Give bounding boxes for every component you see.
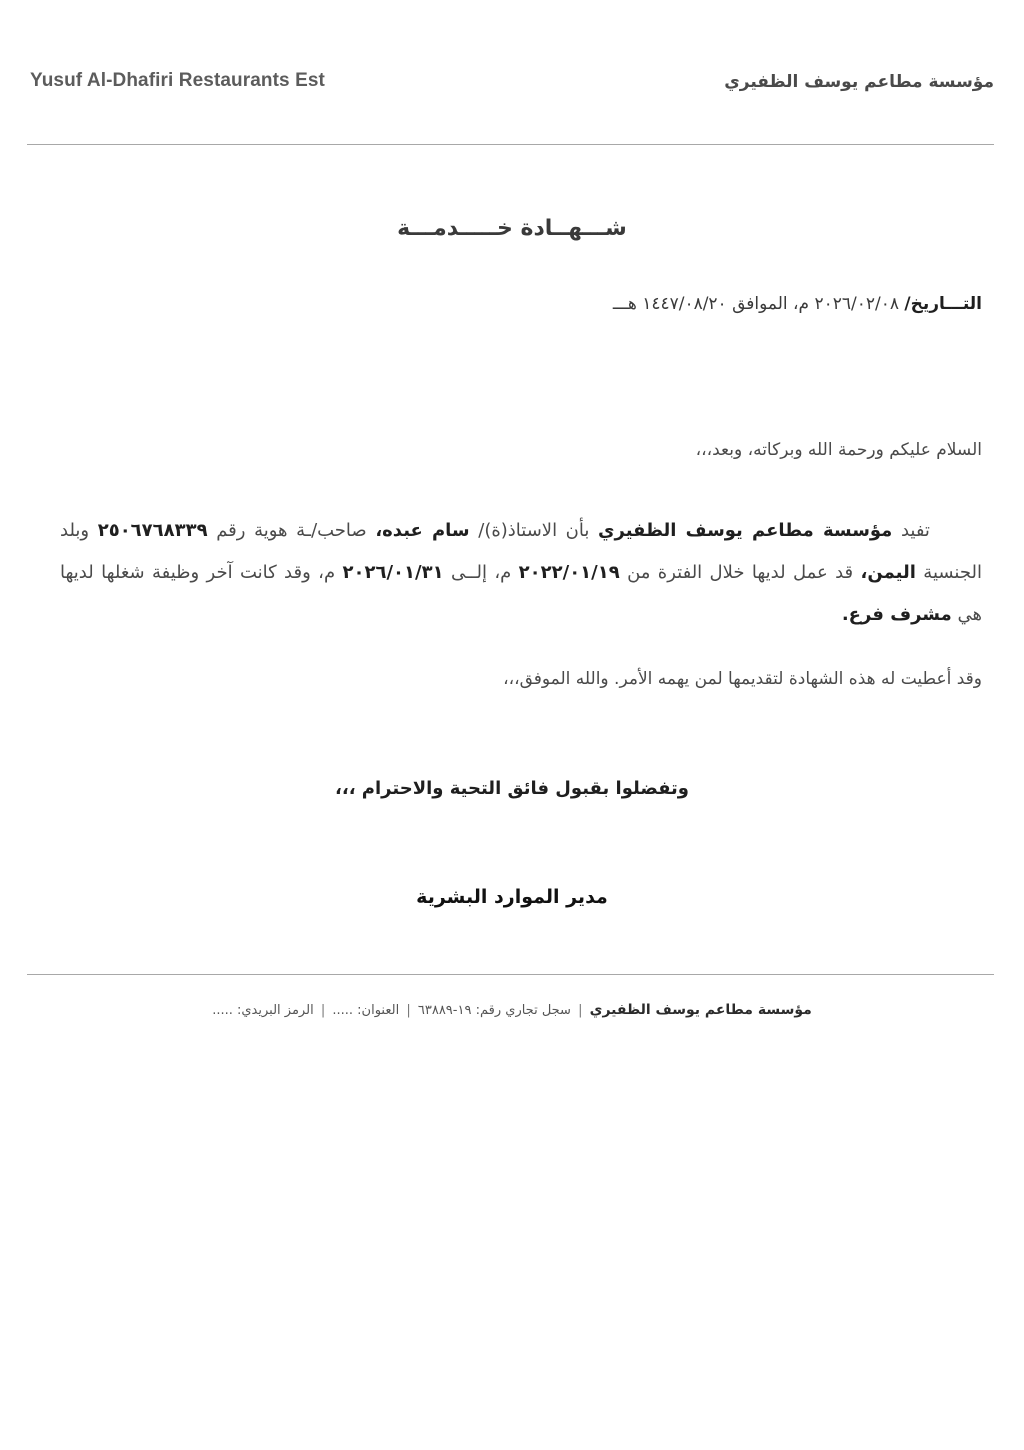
footer-separator: | xyxy=(406,1003,411,1018)
id-number: ٢٥٠٦٧٦٨٣٣٩ xyxy=(97,520,208,541)
body-text-1: تفيد xyxy=(900,520,930,541)
footer-cr-value: ١٩-٦٣٨٨٩ xyxy=(417,1003,472,1018)
company-name-en: Yusuf Al-Dhafiri Restaurants Est xyxy=(30,70,325,91)
certificate-body xyxy=(60,510,982,636)
date-value: ٢٠٢٦/٠٢/٠٨ م، الموافق ١٤٤٧/٠٨/٢٠ هـــ xyxy=(612,294,899,314)
body-text-7: م، وقد كانت آخر وظيفة شغلها لديها هي xyxy=(60,562,982,625)
footer-separator: | xyxy=(578,1003,583,1018)
footer-cr-label: سجل تجاري رقم: xyxy=(475,1003,571,1018)
footer-company: مؤسسة مطاعم يوسف الظفيري xyxy=(589,1002,812,1018)
footer-address-label: العنوان: xyxy=(357,1003,400,1018)
header-divider xyxy=(27,144,994,145)
footer-divider xyxy=(27,974,994,975)
footer xyxy=(0,1002,1024,1018)
body-text-3: صاحب/ـة هوية رقم xyxy=(216,520,367,541)
end-date: ٢٠٢٦/٠١/٣١ xyxy=(342,562,444,583)
body-company-name: مؤسسة مطاعم يوسف الظفيري xyxy=(598,520,893,541)
job-position: مشرف فرع. xyxy=(841,604,952,625)
date-line xyxy=(613,294,982,314)
letterhead xyxy=(30,62,994,110)
footer-postal-value: ..... xyxy=(212,1003,233,1018)
body-text-5: قد عمل لديها خلال الفترة من xyxy=(627,562,854,583)
start-date: ٢٠٢٢/٠١/١٩ xyxy=(518,562,620,583)
signatory-title: مدير الموارد البشرية xyxy=(416,886,608,908)
closing-paragraph: وقد أعطيت له هذه الشهادة لتقديمها لمن يهمه الأمر. والله الموفق،،، xyxy=(503,669,982,689)
regards-line: وتفضلوا بقبول فائق التحية والاحترام ،،، xyxy=(335,778,689,799)
body-text-2: بأن الاستاذ(ة)/ xyxy=(478,520,590,541)
body-text-6: م، إلــى xyxy=(450,562,512,583)
document-title: شـــهــادة خـــــدمـــة xyxy=(397,216,627,241)
company-name-ar: مؤسسة مطاعم يوسف الظفيري xyxy=(724,72,994,92)
footer-separator: | xyxy=(320,1003,326,1018)
footer-postal-label: الرمز البريدي: xyxy=(237,1003,314,1018)
employee-name: سام عبده، xyxy=(375,520,470,541)
greeting: السلام عليكم ورحمة الله وبركاته، وبعد،،، xyxy=(695,440,982,460)
footer-address-value: ..... xyxy=(332,1003,354,1018)
nationality: اليمن، xyxy=(860,562,916,583)
date-label: التـــاريخ/ xyxy=(904,294,982,314)
body-text-4: وبلد الجنسية xyxy=(60,520,982,583)
